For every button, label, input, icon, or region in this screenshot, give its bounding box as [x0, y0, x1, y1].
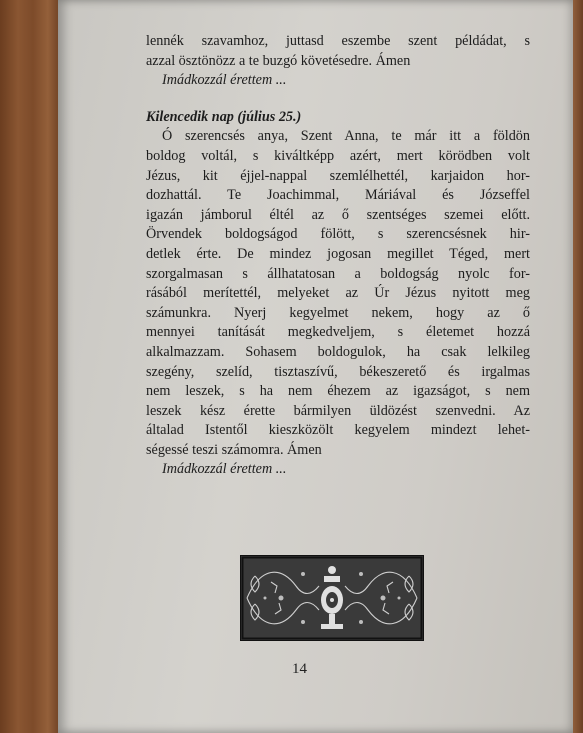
section-heading: Kilencedik nap (július 25.): [146, 108, 302, 125]
text-line: Jézus, kit éjjel-nappal szemlélhettél, karjaidon hor-: [146, 167, 530, 184]
text-line: detlek érte. De mindez jogosan megillet Téged, mert: [146, 245, 530, 262]
text-line: mennyei tanítását megkedveljem, s életemet hozzá: [146, 324, 530, 341]
text-line: dozhattál. Te Joachimmal, Máriával és Józseffel: [146, 187, 530, 204]
wooden-background-right: [573, 0, 583, 733]
text-line: Ó szerencsés anya, Szent Anna, te már itt a földön: [162, 128, 530, 145]
text-line: alkalmazzam. Sohasem boldogulok, ha csak lelkileg: [146, 343, 530, 360]
text-line: lennék szavamhoz, juttasd eszembe szent példádat, s: [146, 33, 530, 49]
text-line: boldog voltál, s kiváltképp azért, mert körödben volt: [146, 147, 530, 164]
decorative-engraving-ornament: [240, 555, 424, 641]
page-text: [146, 32, 530, 480]
text-line: igazán jámborul éltél az ő szentséges szemei előtt.: [146, 206, 530, 223]
text-line: leszek kész érette bármilyen üldözést szenvedni. Az: [146, 402, 530, 419]
text-line: szegény, szelíd, tisztaszívű, békeszerető és irgalmas: [146, 363, 530, 380]
text-line: Örvendek boldogságod fölött, s szerencsésnek hir-: [146, 226, 530, 243]
prayer-closing: Imádkozzál érettem ...: [162, 461, 287, 478]
text-line: szorgalmasan s állhatatosan a boldogság nyolc for-: [146, 265, 530, 282]
wooden-background-left: [0, 0, 60, 733]
text-line: rásából merítettél, melyeket az Úr Jézus nyitott meg: [146, 285, 530, 302]
text-line: azzal ösztönözz a te buzgó követésedre. Ámen: [146, 52, 411, 69]
text-line: általad Istentől kieszközölt kegyelem mindezt lehet-: [146, 422, 530, 439]
prayer-closing: Imádkozzál érettem ...: [162, 72, 287, 89]
text-line: nem leszek, s ha nem éhezem az igazságot, s nem: [146, 383, 530, 400]
page-number: 14: [292, 661, 307, 677]
text-line: számunkra. Nyerj kegyelmet nekem, hogy az ő: [146, 304, 530, 321]
engraving-icon: [241, 556, 423, 640]
text-line: ségessé teszi számomra. Ámen: [146, 441, 322, 458]
